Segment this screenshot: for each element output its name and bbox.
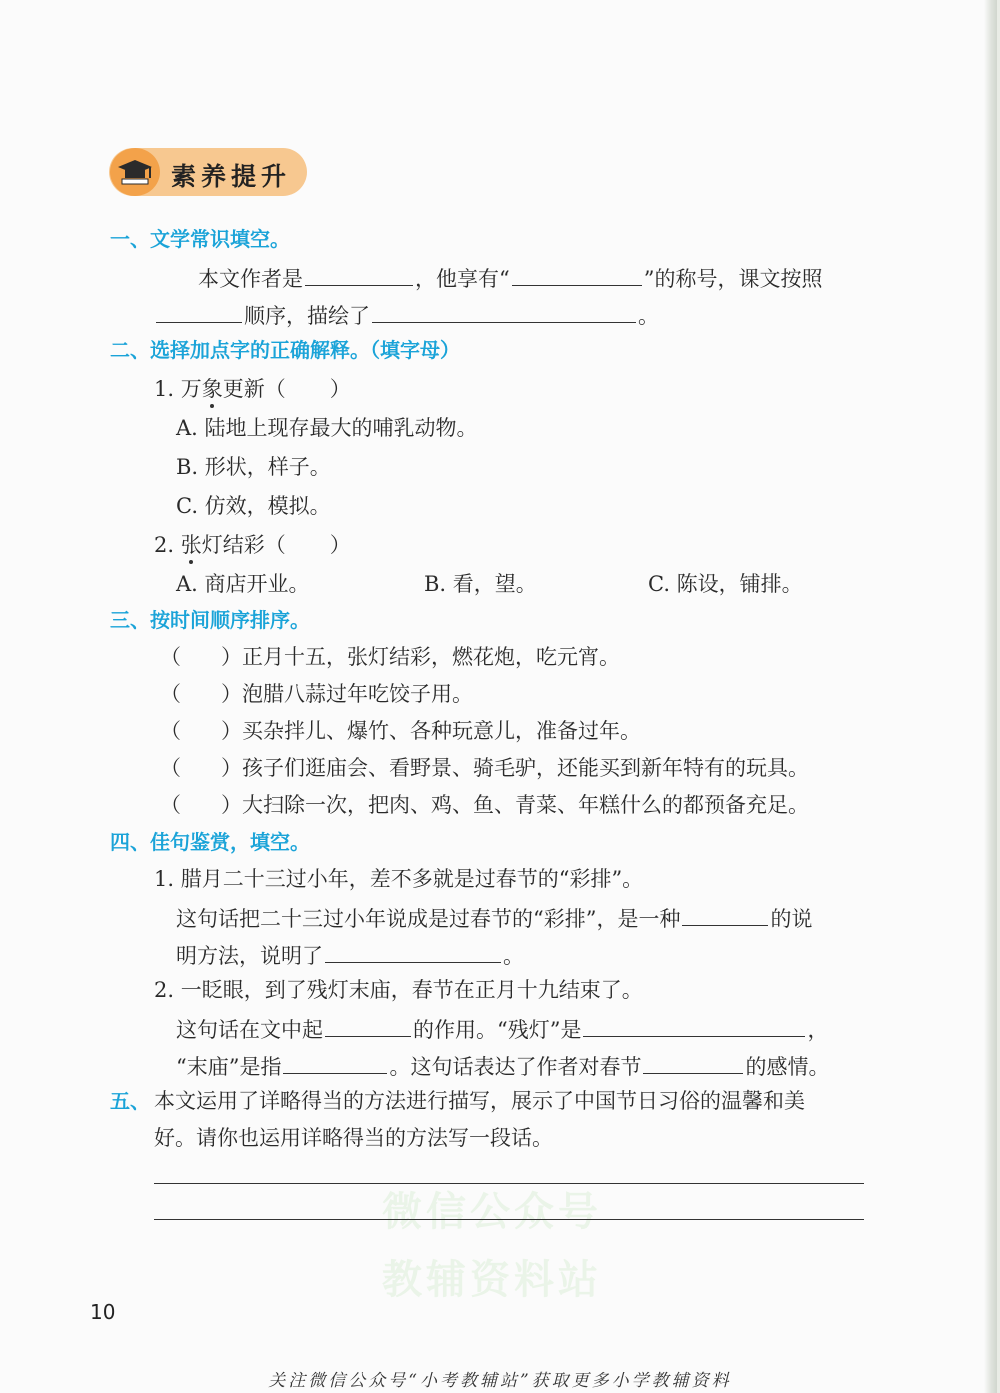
s1-text-c: ”的称号，课文按照: [643, 267, 823, 291]
s3-item: [160, 753, 809, 783]
s3-item: [160, 679, 473, 709]
s2-q2-post: 灯结彩（: [201, 533, 286, 557]
s3-item: [160, 790, 809, 820]
s1-line2: [154, 298, 659, 331]
s1-text-b: ，他享有“: [415, 267, 510, 291]
watermark-line1: 微信公众号: [382, 1189, 602, 1235]
s1-author-blank[interactable]: [305, 261, 413, 286]
s2-q1-option-b: B. 形状，样子。: [176, 455, 331, 479]
s1-text-e: 。: [638, 304, 659, 328]
s3-close: ）: [221, 645, 242, 669]
s4-q1-line1: [176, 901, 812, 934]
s4-title: 四、佳句鉴赏，填空。: [110, 830, 310, 854]
s4-q2-text-b: 的作用。“残灯”是: [413, 1018, 582, 1042]
s4-q2-text-a: 这句话在文中起: [176, 1018, 323, 1042]
badge-title: 素养提升: [171, 162, 292, 191]
s2-q2: [154, 530, 351, 560]
s2-q1-dotted-char: 象: [201, 377, 223, 401]
s1-title: 一、文学常识填空。: [110, 227, 290, 251]
s4-q2-text-c: ，: [807, 1018, 829, 1042]
s2-q2-pre: 2.: [154, 533, 181, 557]
s3-title: 三、按时间顺序排序。: [110, 608, 310, 632]
s1-text-a: 本文作者是: [198, 267, 303, 291]
s4-q2-text-e: 。这句话表达了作者对春节: [389, 1055, 642, 1079]
s3-item: [160, 716, 641, 746]
s3-close: ）: [221, 793, 242, 817]
s3-close: ）: [221, 682, 242, 706]
s4-q2-feeling-blank[interactable]: [643, 1049, 743, 1074]
footer-note: 关注微信公众号“小考教辅站”获取更多小学教辅资料: [268, 1371, 732, 1391]
s3-close: ）: [221, 719, 242, 743]
s3-item-text: 泡腊八蒜过年吃饺子用。: [242, 682, 473, 706]
s3-open: （: [160, 793, 181, 817]
s5-line1: 本文运用了详略得当的方法进行描写，展示了中国节日习俗的温馨和美: [154, 1089, 805, 1113]
s4-q2-text-f: 的感情。: [745, 1055, 830, 1079]
s5-title: 五、: [110, 1089, 150, 1113]
s1-order-blank[interactable]: [156, 298, 242, 323]
s3-item: [160, 642, 620, 672]
s4-q2-line1: [176, 1012, 828, 1045]
s3-item-text: 正月十五，张灯结彩，燃花炮，吃元宵。: [242, 645, 620, 669]
s1-line1: [198, 261, 823, 294]
s4-q1-text-c: 明方法，说明了: [176, 944, 323, 968]
s4-q1-text-d: 。: [503, 944, 524, 968]
s4-q2-text-d: “末庙”是指: [176, 1055, 282, 1079]
badge-circle: [110, 148, 160, 196]
s3-item-text: 孩子们逛庙会、看野景、骑毛驴，还能买到新年特有的玩具。: [242, 756, 809, 780]
s2-q1-pre: 1. 万: [154, 377, 202, 401]
s3-item-text: 大扫除一次，把肉、鸡、鱼、青菜、年糕什么的都预备充足。: [242, 793, 809, 817]
s5-line2: 好。请你也运用详略得当的方法写一段话。: [154, 1126, 553, 1150]
s1-text-d: 顺序，描绘了: [244, 304, 370, 328]
s2-q2-option-c: C. 陈设，铺排。: [648, 572, 803, 596]
s4-q1-explain-blank[interactable]: [325, 938, 501, 963]
s4-q2-role-blank[interactable]: [325, 1012, 411, 1037]
s4-q1-text-b: 的说: [770, 907, 813, 931]
s3-item-text: 买杂拌儿、爆竹、各种玩意儿，准备过年。: [242, 719, 641, 743]
page-number: 10: [90, 1300, 116, 1324]
s1-title-blank[interactable]: [512, 261, 642, 286]
s3-open: （: [160, 719, 181, 743]
s4-q1: 1. 腊月二十三过小年，差不多就是过春节的“彩排”。: [154, 867, 644, 891]
s2-q1: [154, 374, 351, 404]
s2-q1-close: ）: [329, 377, 351, 401]
watermark-line2: 教辅资料站: [382, 1257, 602, 1303]
s2-q1-option-a: A. 陆地上现存最大的哺乳动物。: [176, 416, 478, 440]
s2-q1-option-c: C. 仿效，模拟。: [176, 494, 331, 518]
s2-title: 二、选择加点字的正确解释。（填字母）: [110, 338, 460, 362]
writing-line[interactable]: [154, 1219, 864, 1220]
s2-q2-close: ）: [329, 533, 351, 557]
s3-open: （: [160, 682, 181, 706]
writing-line[interactable]: [154, 1183, 864, 1184]
s1-content-blank[interactable]: [372, 298, 636, 323]
s4-q2-lamp-blank[interactable]: [583, 1012, 805, 1037]
s2-q1-post: 更新（: [222, 377, 286, 401]
s3-close: ）: [221, 756, 242, 780]
s4-q1-method-blank[interactable]: [682, 901, 768, 926]
s4-q1-line2: [176, 938, 524, 971]
s3-open: （: [160, 645, 181, 669]
s4-q1-text-a: 这句话把二十三过小年说成是过春节的“彩排”，是一种: [176, 907, 681, 931]
s2-q2-dotted-char: 张: [180, 533, 202, 557]
s4-q2: 2. 一眨眼，到了残灯末庙，春节在正月十九结束了。: [154, 978, 643, 1002]
s3-open: （: [160, 756, 181, 780]
s2-q2-option-b: B. 看，望。: [424, 572, 537, 596]
s4-q2-temple-blank[interactable]: [283, 1049, 387, 1074]
graduation-cap-icon: [110, 148, 160, 196]
s2-q2-option-a: A. 商店开业。: [176, 572, 310, 596]
s4-q2-line2: [176, 1049, 829, 1082]
